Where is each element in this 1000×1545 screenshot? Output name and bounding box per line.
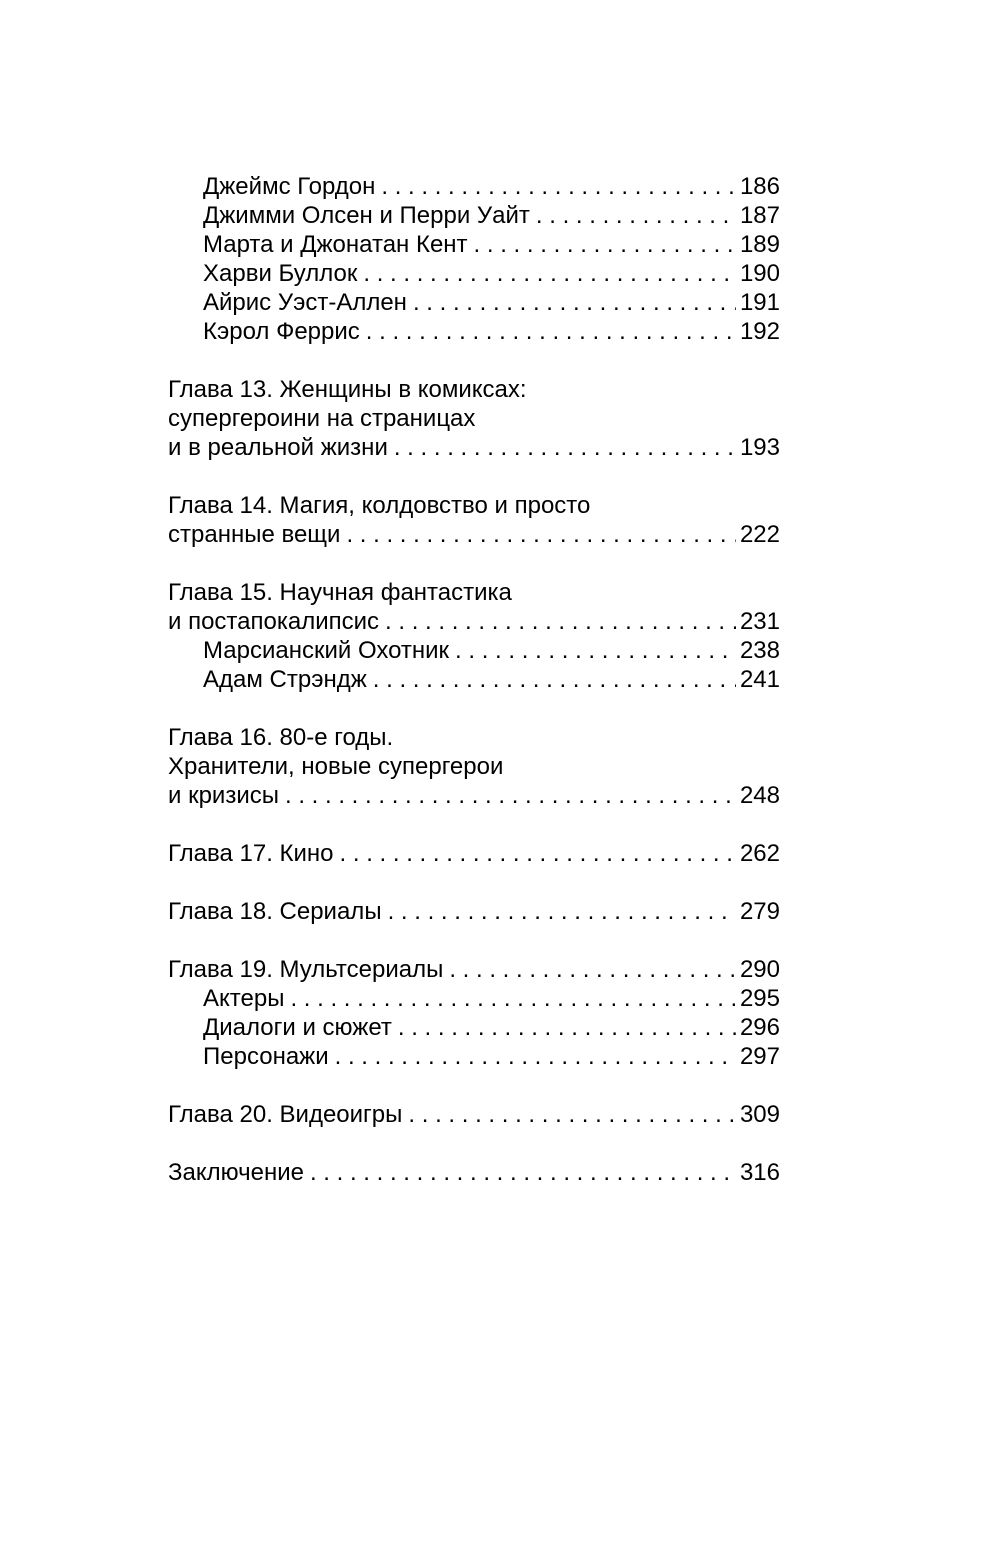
toc-entry-page: 191 — [739, 289, 780, 316]
toc-entry-page: 296 — [739, 1014, 780, 1041]
toc-entry-title: Глава 14. Магия, колдовство и просто — [168, 492, 591, 519]
toc-entry-title: Глава 17. Кино — [168, 840, 334, 867]
dot-leader — [363, 259, 736, 288]
toc-entry-page: 262 — [739, 840, 780, 867]
toc-entry[interactable] — [168, 665, 780, 694]
dot-leader — [310, 1158, 736, 1187]
toc-entry[interactable] — [168, 1013, 780, 1042]
toc-entry[interactable] — [168, 897, 780, 926]
toc-group-chapter-19 — [168, 955, 780, 1071]
toc-entry-page: 222 — [739, 521, 780, 548]
toc-entry[interactable] — [168, 984, 780, 1013]
toc-entry-page: 241 — [739, 666, 780, 693]
toc-entry[interactable] — [168, 259, 780, 288]
toc-entry[interactable] — [168, 1042, 780, 1071]
toc-entry-title: Айрис Уэст-Аллен — [203, 289, 407, 316]
toc-entry-title: Глава 13. Женщины в комиксах: — [168, 376, 527, 403]
dot-leader — [388, 897, 736, 926]
toc-entry-title: Адам Стрэндж — [203, 666, 367, 693]
toc-entry[interactable] — [168, 781, 780, 810]
toc-entry[interactable] — [168, 1100, 780, 1129]
toc-entry-page: 192 — [739, 318, 780, 345]
toc-heading-line — [168, 578, 780, 607]
toc-entry[interactable] — [168, 1158, 780, 1187]
toc-entry-title: странные вещи — [168, 521, 341, 548]
toc-group-chapter-13 — [168, 375, 780, 462]
dot-leader — [340, 839, 736, 868]
toc-group-chapter-16 — [168, 723, 780, 810]
toc-heading-line — [168, 752, 780, 781]
toc-entry-title: Персонажи — [203, 1043, 329, 1070]
dot-leader — [290, 984, 736, 1013]
dot-leader — [455, 636, 736, 665]
dot-leader — [394, 433, 736, 462]
toc-heading-line — [168, 375, 780, 404]
dot-leader — [398, 1013, 736, 1042]
dot-leader — [413, 288, 736, 317]
toc-entry-page: 231 — [739, 608, 780, 635]
toc-entry[interactable] — [168, 317, 780, 346]
toc-heading-line — [168, 404, 780, 433]
toc-entry-title: Марсианский Охотник — [203, 637, 450, 664]
dot-leader — [335, 1042, 736, 1071]
toc-entry[interactable] — [168, 520, 780, 549]
toc-group-conclusion — [168, 1158, 780, 1187]
toc-entry[interactable] — [168, 607, 780, 636]
toc-entry-title: и кризисы — [168, 782, 279, 809]
toc-entry-title: Глава 20. Видеоигры — [168, 1101, 403, 1128]
toc-heading-line — [168, 491, 780, 520]
toc-entry-title: Диалоги и сюжет — [203, 1014, 392, 1041]
toc-entry-page: 297 — [739, 1043, 780, 1070]
dot-leader — [285, 781, 736, 810]
toc-entry-page: 316 — [739, 1159, 780, 1186]
toc-entry-title: Заключение — [168, 1159, 304, 1186]
toc-entry-title: Глава 15. Научная фантастика — [168, 579, 512, 606]
toc-entry[interactable] — [168, 955, 780, 984]
toc-entry-page: 248 — [739, 782, 780, 809]
toc-entry[interactable] — [168, 433, 780, 462]
table-of-contents — [168, 172, 780, 1216]
toc-entry-title: Глава 18. Сериалы — [168, 898, 382, 925]
dot-leader — [449, 955, 736, 984]
toc-group-chapter-20 — [168, 1100, 780, 1129]
toc-group-chapter-17 — [168, 839, 780, 868]
toc-entry-page: 187 — [739, 202, 780, 229]
toc-entry-title: Кэрол Феррис — [203, 318, 360, 345]
toc-entry-title: Хранители, новые супергерои — [168, 753, 504, 780]
dot-leader — [381, 172, 736, 201]
toc-group-chapter-18 — [168, 897, 780, 926]
toc-entry-page: 190 — [739, 260, 780, 287]
toc-entry-title: и в реальной жизни — [168, 434, 388, 461]
dot-leader — [366, 317, 736, 346]
dot-leader — [373, 665, 736, 694]
toc-entry[interactable] — [168, 172, 780, 201]
toc-entry-title: супергероини на страницах — [168, 405, 476, 432]
toc-entry[interactable] — [168, 230, 780, 259]
toc-heading-line — [168, 723, 780, 752]
dot-leader — [408, 1100, 736, 1129]
dot-leader — [385, 607, 736, 636]
toc-entry[interactable] — [168, 201, 780, 230]
toc-entry-page: 186 — [739, 173, 780, 200]
toc-entry-page: 295 — [739, 985, 780, 1012]
toc-entry-title: Джеймс Гордон — [203, 173, 376, 200]
toc-entry-page: 309 — [739, 1101, 780, 1128]
toc-entry-page: 238 — [739, 637, 780, 664]
toc-entry-title: и постапокалипсис — [168, 608, 380, 635]
toc-group-chapter-14 — [168, 491, 780, 549]
toc-entry-title: Глава 16. 80-е годы. — [168, 724, 394, 751]
toc-entry-page: 193 — [739, 434, 780, 461]
dot-leader — [474, 230, 736, 259]
toc-entry-page: 290 — [739, 956, 780, 983]
toc-entry-title: Джимми Олсен и Перри Уайт — [203, 202, 530, 229]
toc-entry-page: 279 — [739, 898, 780, 925]
toc-entry[interactable] — [168, 288, 780, 317]
toc-entry[interactable] — [168, 839, 780, 868]
toc-group-chapter-12-characters — [168, 172, 780, 346]
toc-entry-title: Марта и Джонатан Кент — [203, 231, 468, 258]
toc-entry-page: 189 — [739, 231, 780, 258]
toc-entry-title: Харви Буллок — [203, 260, 358, 287]
dot-leader — [346, 520, 736, 549]
toc-entry[interactable] — [168, 636, 780, 665]
toc-entry-title: Актеры — [203, 985, 285, 1012]
toc-group-chapter-15 — [168, 578, 780, 694]
toc-entry-title: Глава 19. Мультсериалы — [168, 956, 444, 983]
dot-leader — [536, 201, 736, 230]
